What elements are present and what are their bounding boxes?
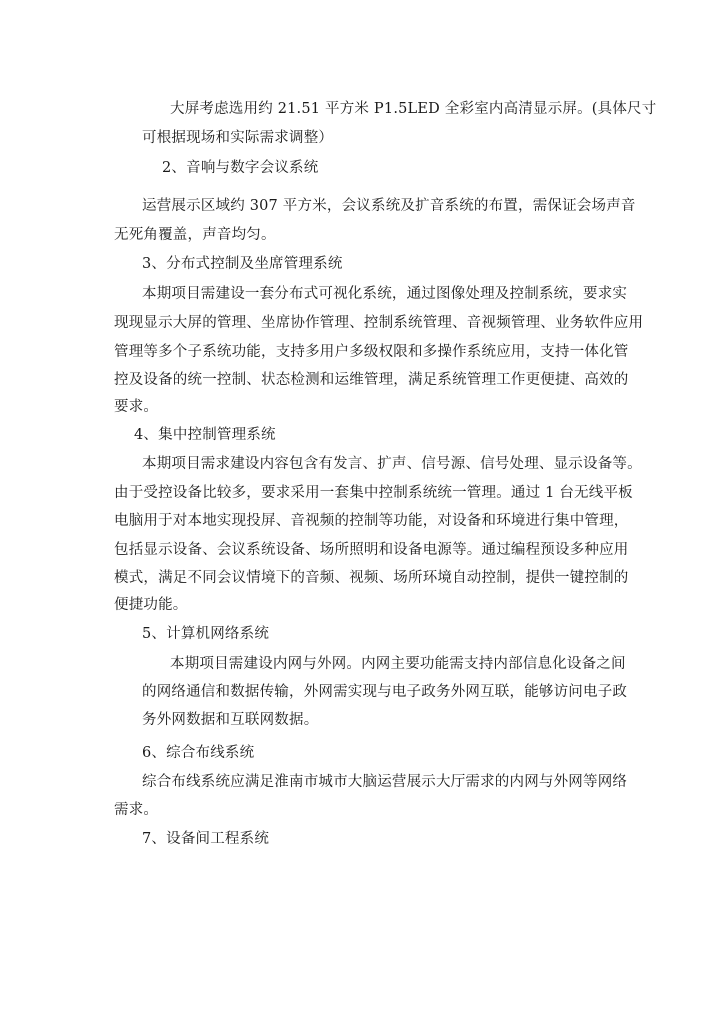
distributed-text-line-1: 本期项目需建设一套分布式可视化系统，通过图像处理及控制系统，要求实	[142, 286, 628, 302]
section-heading-equipment-room: 7、设备间工程系统	[142, 831, 270, 847]
cabling-text-line-1: 综合布线系统应满足淮南市城市大脑运营展示大厅需求的内网与外网等网络	[142, 774, 628, 790]
display-text-line-1: 大屏考虑选用约 21.51 平方米 P1.5LED 全彩室内高清显示屏。(具体尺寸	[170, 101, 657, 117]
distributed-text-line-3: 管理等多个子系统功能，支持多用户多级权限和多操作系统应用，支持一体化管	[114, 344, 629, 360]
audio-text-line-2: 无死角覆盖，声音均匀。	[114, 227, 276, 243]
distributed-text-line-4: 控及设备的统一控制、状态检测和运维管理，满足系统管理工作更便捷、高效的	[114, 372, 629, 388]
section-heading-network: 5、计算机网络系统	[142, 626, 270, 642]
central-text-line-6: 便捷功能。	[114, 597, 188, 613]
network-text-line-2: 的网络通信和数据传输，外网需实现与电子政务外网互联，能够访问电子政	[142, 684, 628, 700]
section-heading-central-control: 4、集中控制管理系统	[134, 427, 276, 443]
central-text-line-2: 由于受控设备比较多，要求采用一套集中控制系统统一管理。通过 1 台无线平板	[114, 485, 633, 501]
cabling-text-line-2: 需求。	[114, 802, 159, 818]
central-text-line-1: 本期项目需求建设内容包含有发言、扩声、信号源、信号处理、显示设备等。	[142, 456, 642, 472]
audio-text-line-1: 运营展示区域约 307 平方米，会议系统及扩音系统的布置，需保证会场声音	[142, 198, 636, 214]
network-text-line-1: 本期项目需建设内网与外网。内网主要功能需支持内部信息化设备之间	[170, 656, 626, 672]
section-heading-distributed-control: 3、分布式控制及坐席管理系统	[142, 256, 343, 272]
section-heading-cabling: 6、综合布线系统	[142, 745, 255, 761]
display-text-line-2: 可根据现场和实际需求调整）	[142, 130, 334, 146]
distributed-text-line-2: 现现显示大屏的管理、坐席协作管理、控制系统管理、音视频管理、业务软件应用	[114, 315, 644, 331]
section-heading-audio-conference: 2、音响与数字会议系统	[162, 160, 319, 176]
central-text-line-3: 电脑用于对本地实现投屏、音视频的控制等功能，对设备和环境进行集中管理，	[114, 513, 629, 529]
network-text-line-3: 务外网数据和互联网数据。	[142, 712, 319, 728]
central-text-line-5: 模式，满足不同会议情境下的音频、视频、场所环境自动控制，提供一键控制的	[114, 570, 629, 586]
distributed-text-line-5: 要求。	[114, 399, 159, 415]
central-text-line-4: 包括显示设备、会议系统设备、场所照明和设备电源等。通过编程预设多种应用	[114, 542, 629, 558]
